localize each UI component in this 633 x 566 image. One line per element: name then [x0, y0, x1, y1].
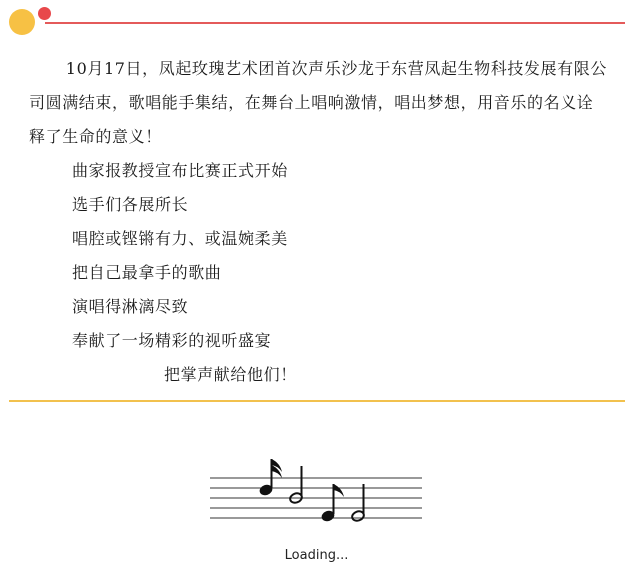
verse-line: 曲家报教授宣布比赛正式开始: [72, 161, 288, 180]
music-notes-staff-icon: [210, 450, 422, 534]
bottom-divider: [9, 400, 625, 402]
yellow-dot-icon: [9, 9, 35, 35]
verse-line: 唱腔或铿锵有力、或温婉柔美: [72, 229, 288, 248]
verse-line: 演唱得淋漓尽致: [72, 297, 189, 316]
verse-line: 选手们各展所长: [72, 195, 189, 214]
verse-line-closing: 把掌声献给他们！: [164, 365, 297, 384]
intro-paragraph: 10月17日，凤起玫瑰艺术团首次声乐沙龙于东营凤起生物科技发展有限公司圆满结束，歌唱能手集结，在舞台上唱响激情，唱出梦想，用音乐的名义诠释了生命的意义！: [29, 59, 607, 146]
red-dot-icon: [38, 7, 51, 20]
verse-line: 把自己最拿手的歌曲: [72, 263, 222, 282]
top-divider: [45, 22, 625, 24]
loading-text: Loading...: [284, 548, 349, 563]
verse-line: 奉献了一场精彩的视听盛宴: [72, 331, 272, 350]
article-body: [29, 52, 607, 392]
header-decoration: [0, 0, 633, 40]
